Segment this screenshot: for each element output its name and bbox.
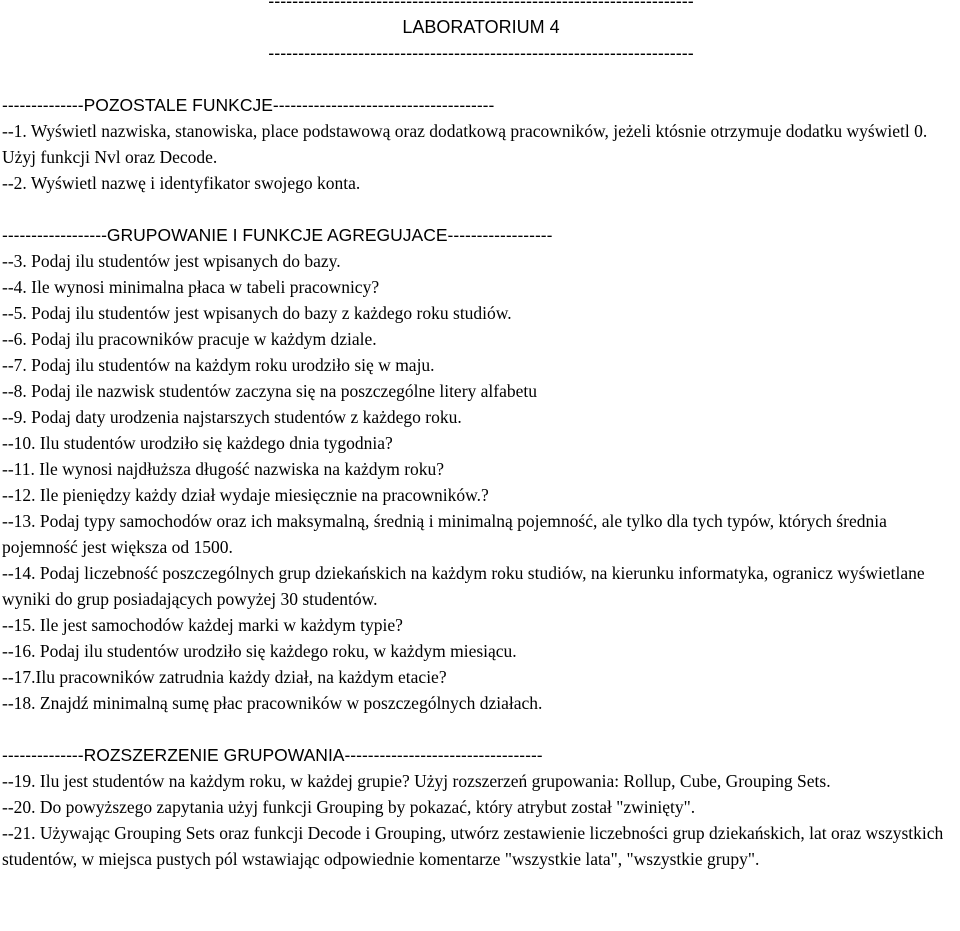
task-item: --6. Podaj ilu pracowników pracuje w każdym dziale.: [2, 329, 377, 349]
spacer: [2, 716, 960, 742]
task-item: --17.Ilu pracowników zatrudnia każdy dział, na każdym etacie?: [2, 667, 447, 687]
task-item: --4. Ile wynosi minimalna płaca w tabeli pracownicy?: [2, 277, 380, 297]
task-item: --10. Ilu studentów urodziło się każdego dnia tygodnia?: [2, 433, 393, 453]
section-heading: ------------------GRUPOWANIE I FUNKCJE AGREGUJACE------------------: [2, 225, 553, 245]
document: [2, 0, 960, 872]
task-item: --8. Podaj ile nazwisk studentów zaczyna się na poszczególne litery alfabetu: [2, 381, 538, 401]
task-item: --11. Ile wynosi najdłuższa długość nazwiska na każdym roku?: [2, 459, 445, 479]
spacer: [2, 196, 960, 222]
task-item: --5. Podaj ilu studentów jest wpisanych do bazy z każdego roku studiów.: [2, 303, 512, 323]
header-rule-top: -----------------------------------------------------------------------: [268, 0, 694, 11]
task-item: --7. Podaj ilu studentów na każdym roku urodziło się w maju.: [2, 355, 435, 375]
task-item: --14. Podaj liczebność poszczególnych grup dziekańskich na każdym roku studiów, na kierunku informatyka, ogranicz wyświetlane wyniki do grup posiadających powyżej 30 studentów.: [2, 563, 925, 609]
task-item: --9. Podaj daty urodzenia najstarszych studentów z każdego roku.: [2, 407, 462, 427]
task-item: --12. Ile pieniędzy każdy dział wydaje miesięcznie na pracowników.?: [2, 485, 489, 505]
section-pozostale-funkcje: [2, 92, 960, 196]
task-item: --3. Podaj ilu studentów jest wpisanych do bazy.: [2, 251, 341, 271]
task-item: --19. Ilu jest studentów na każdym roku, w każdej grupie? Użyj rozszerzeń grupowania: Rollup, Cube, Grouping Sets.: [2, 771, 831, 791]
section-rozszerzenie-grupowania: [2, 742, 960, 872]
task-item: --2. Wyświetl nazwę i identyfikator swojego konta.: [2, 173, 361, 193]
section-heading: --------------POZOSTALE FUNKCJE--------------------------------------: [2, 95, 495, 115]
task-item: --20. Do powyższego zapytania użyj funkcji Grouping by pokazać, który atrybut został "zwinięty".: [2, 797, 696, 817]
spacer: [2, 66, 960, 92]
task-item: --18. Znajdź minimalną sumę płac pracowników w poszczególnych działach.: [2, 693, 543, 713]
document-title: LABORATORIUM 4: [402, 17, 560, 37]
task-item: --16. Podaj ilu studentów urodziło się każdego roku, w każdym miesiącu.: [2, 641, 517, 661]
task-item: --15. Ile jest samochodów każdej marki w każdym typie?: [2, 615, 403, 635]
section-heading: --------------ROZSZERZENIE GRUPOWANIA----------------------------------: [2, 745, 543, 765]
section-grupowanie: [2, 222, 960, 716]
task-item: --13. Podaj typy samochodów oraz ich maksymalną, średnią i minimalną pojemność, ale tylko dla tych typów, których średnia pojemność jest większa od 1500.: [2, 511, 887, 557]
task-item: --1. Wyświetl nazwiska, stanowiska, place podstawową oraz dodatkową pracowników, jeżeli któsnie otrzymuje dodatku wyświetl 0. Użyj funkcji Nvl oraz Decode.: [2, 121, 928, 167]
header-rule-bottom: -----------------------------------------------------------------------: [268, 43, 694, 63]
task-item: --21. Używając Grouping Sets oraz funkcji Decode i Grouping, utwórz zestawienie liczebności grup dziekańskich, lat oraz wszystkich studentów, w miejsca pustych pól wstawiając odpowiednie komentarze "wszystkie lata", "wszystkie grupy".: [2, 823, 944, 869]
